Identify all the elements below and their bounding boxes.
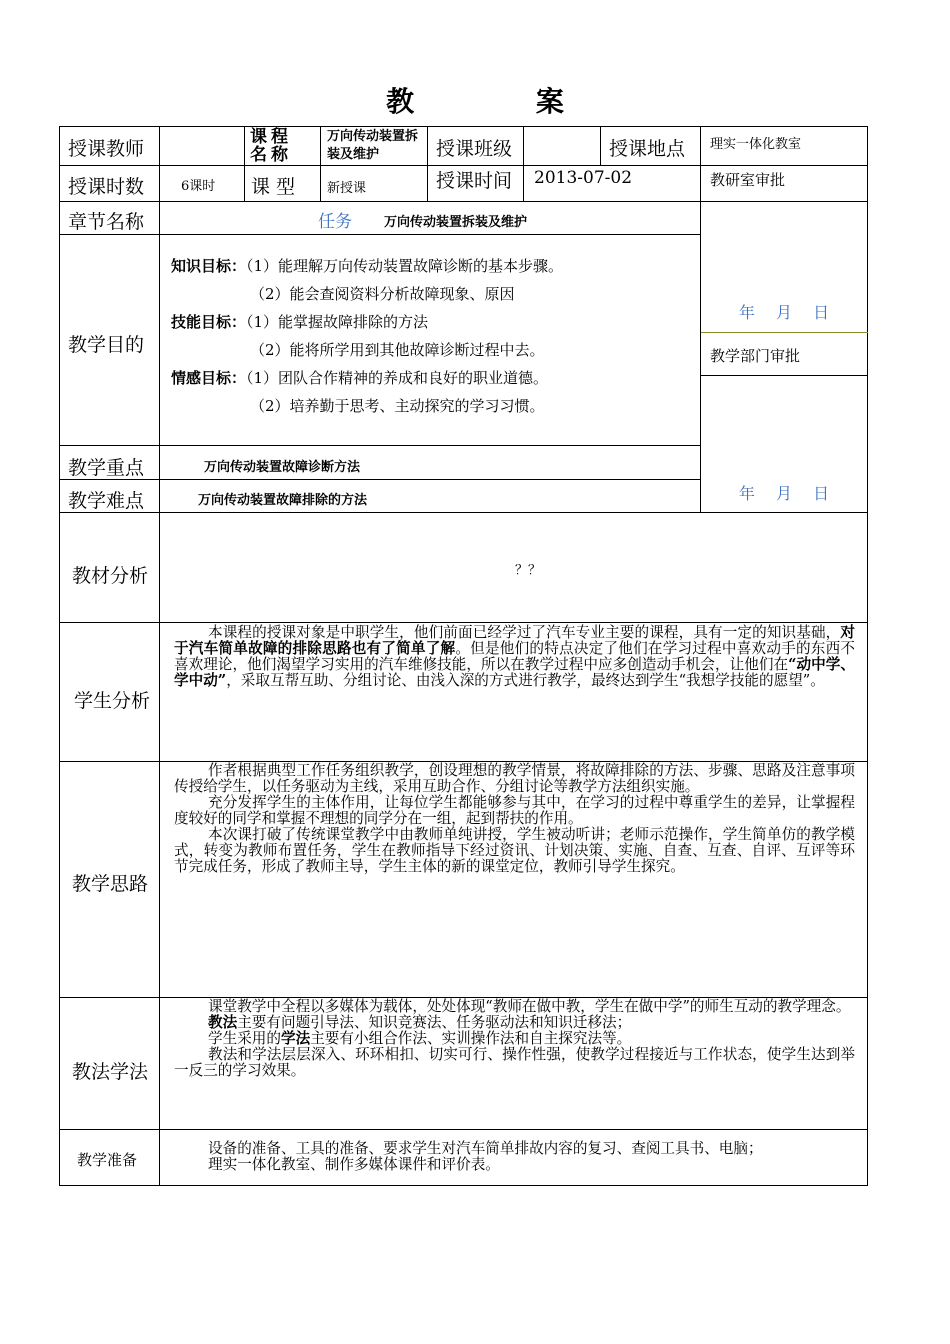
methods-paragraph-3: 学生采用的学法主要有小组合作法、实训操作法和自主探究法等。 — [208, 1030, 632, 1047]
key-point-label: 教学重点 — [68, 457, 145, 479]
approach-paragraph-3: 本次课打破了传统课堂教学中由教师单纯讲授，学生被动听讲；老师示范操作，学生简单仿的教学模式，转变为教师布置任务，学生在教师指导下经过资讯、计划决策、实施、自查、互查、自评、互评等环节完成任务，形成了教师主导，学生主体的新的课堂定位，教师引导学生探究。 — [174, 826, 855, 875]
students-paragraph: 本课程的授课对象是中职学生，他们前面已经学过了汽车专业主要的课程，具有一定的知识基础，对于汽车简单故障的排除思路也有了简单了解。但是他们的特点决定了他们在学习过程中喜欢动手的东西不喜欢理论，他们渴望学习实用的汽车维修技能，所以在教学过程中应多创造动手机会，让他们在“动中学、学中动”，采取互帮互助、分组讨论、由浅入深的方式进行教学，最终达到学生“我想学技能的愿望”。 — [174, 624, 855, 689]
preparation-label: 教学准备 — [77, 1151, 138, 1169]
approach-text — [174, 763, 855, 875]
approach-label: 教学思路 — [72, 873, 149, 895]
approval-date-2: 年 月 日 — [738, 484, 830, 503]
students-text — [174, 625, 855, 689]
research-review-label: 教研室审批 — [710, 171, 786, 189]
time-label: 授课时间 — [436, 170, 513, 192]
material-value: ？？ — [515, 563, 542, 578]
table-border-bottom — [59, 1185, 868, 1186]
material-label: 教材分析 — [72, 565, 149, 587]
difficulty-value: 万向传动装置故障排除的方法 — [198, 493, 368, 508]
location-label: 授课地点 — [609, 138, 686, 160]
skill-label: 技能目标： — [171, 313, 247, 331]
type-label: 课 型 — [251, 176, 296, 198]
methods-paragraph-2: 教法主要有问题引导法、知识竞赛法、任务驱动法和知识迁移法； — [208, 1014, 632, 1031]
methods-label: 教法学法 — [72, 1061, 149, 1083]
preparation-line-2: 理实一体化教室、制作多媒体课件和评价表。 — [208, 1156, 500, 1173]
emotion-label: 情感目标： — [171, 369, 247, 387]
table-border-right — [867, 126, 868, 1186]
location-value: 理实一体化教室 — [710, 137, 802, 152]
knowledge-label: 知识目标： — [171, 257, 247, 275]
hours-label: 授课时数 — [68, 176, 145, 198]
students-label: 学生分析 — [74, 690, 151, 712]
objectives-label: 教学目的 — [68, 334, 145, 356]
skill-objective-1: 技能目标：（1）能掌握故障排除的方法 — [171, 313, 429, 331]
hours-value: 6课时 — [181, 179, 216, 194]
row-divider — [59, 234, 700, 235]
col-divider — [159, 126, 160, 1186]
knowledge-objective-2: （2）能会查阅资料分析故障现象、原因 — [250, 285, 515, 303]
chapter-label: 章节名称 — [68, 211, 145, 233]
key-point-value: 万向传动装置故障诊断方法 — [204, 460, 361, 475]
emotion-objective-2: （2）培养勤于思考、主动探究的学习习惯。 — [250, 397, 545, 415]
type-value: 新授课 — [327, 181, 367, 196]
col-divider — [244, 126, 245, 201]
approach-paragraph-1: 作者根据典型工作任务组织教学，创设理想的教学情景，将故障排除的方法、步骤、思路及注意事项传授给学生，以任务驱动为主线，采用互助合作、分组讨论等教学方法组织实施。 — [174, 762, 855, 795]
time-value: 2013-07-02 — [534, 168, 633, 188]
table-border-left — [59, 126, 60, 1186]
row-divider — [59, 512, 868, 513]
difficulty-label: 教学难点 — [68, 490, 145, 512]
row-divider — [59, 201, 868, 202]
methods-paragraph-1: 课堂教学中全程以多媒体为载体，处处体现“教师在做中教，学生在做中学”的师生互动的教学理念。 — [208, 998, 851, 1015]
col-divider — [427, 126, 428, 201]
approval-divider — [700, 375, 868, 376]
col-divider — [320, 126, 321, 201]
col-divider — [600, 126, 601, 166]
knowledge-objective-1: 知识目标：（1）能理解万向传动装置故障诊断的基本步骤。 — [171, 257, 564, 275]
approval-divider — [700, 332, 868, 333]
row-divider — [59, 1129, 868, 1130]
course-name-label: 课程名称 — [250, 127, 292, 165]
objectives-list — [171, 252, 563, 420]
chapter-task-name: 万向传动装置拆装及维护 — [384, 215, 528, 230]
row-divider — [59, 622, 868, 623]
chapter-task-label: 任务 — [318, 212, 352, 232]
table-border-top — [59, 126, 868, 127]
preparation-line-1: 设备的准备、工具的准备、要求学生对汽车简单排故内容的复习、查阅工具书、电脑； — [208, 1140, 763, 1157]
teacher-label: 授课教师 — [68, 138, 145, 160]
methods-paragraph-4: 教法和学法层层深入、环环相扣、切实可行、操作性强，使教学过程接近与工作状态，使学生达到举一反三的学习效果。 — [174, 1046, 855, 1079]
approval-date-1: 年 月 日 — [738, 303, 830, 322]
emotion-objective-1: 情感目标：（1）团队合作精神的养成和良好的职业道德。 — [171, 369, 549, 387]
course-name-value: 万向传动装置拆装及维护 — [327, 129, 419, 162]
row-divider — [59, 445, 700, 446]
page-title: 教 案 — [386, 85, 620, 118]
approach-paragraph-2: 充分发挥学生的主体作用，让每位学生都能够参与其中，在学习的过程中尊重学生的差异，让掌握程度较好的同学和掌握不理想的同学分在一组，起到帮扶的作用。 — [174, 794, 855, 827]
skill-objective-2: （2）能将所学用到其他故障诊断过程中去。 — [250, 341, 545, 359]
col-divider — [523, 126, 524, 201]
class-label: 授课班级 — [436, 138, 513, 160]
preparation-text — [174, 1141, 855, 1173]
methods-text — [174, 999, 855, 1079]
dept-review-label: 教学部门审批 — [710, 347, 801, 365]
row-divider — [59, 479, 700, 480]
